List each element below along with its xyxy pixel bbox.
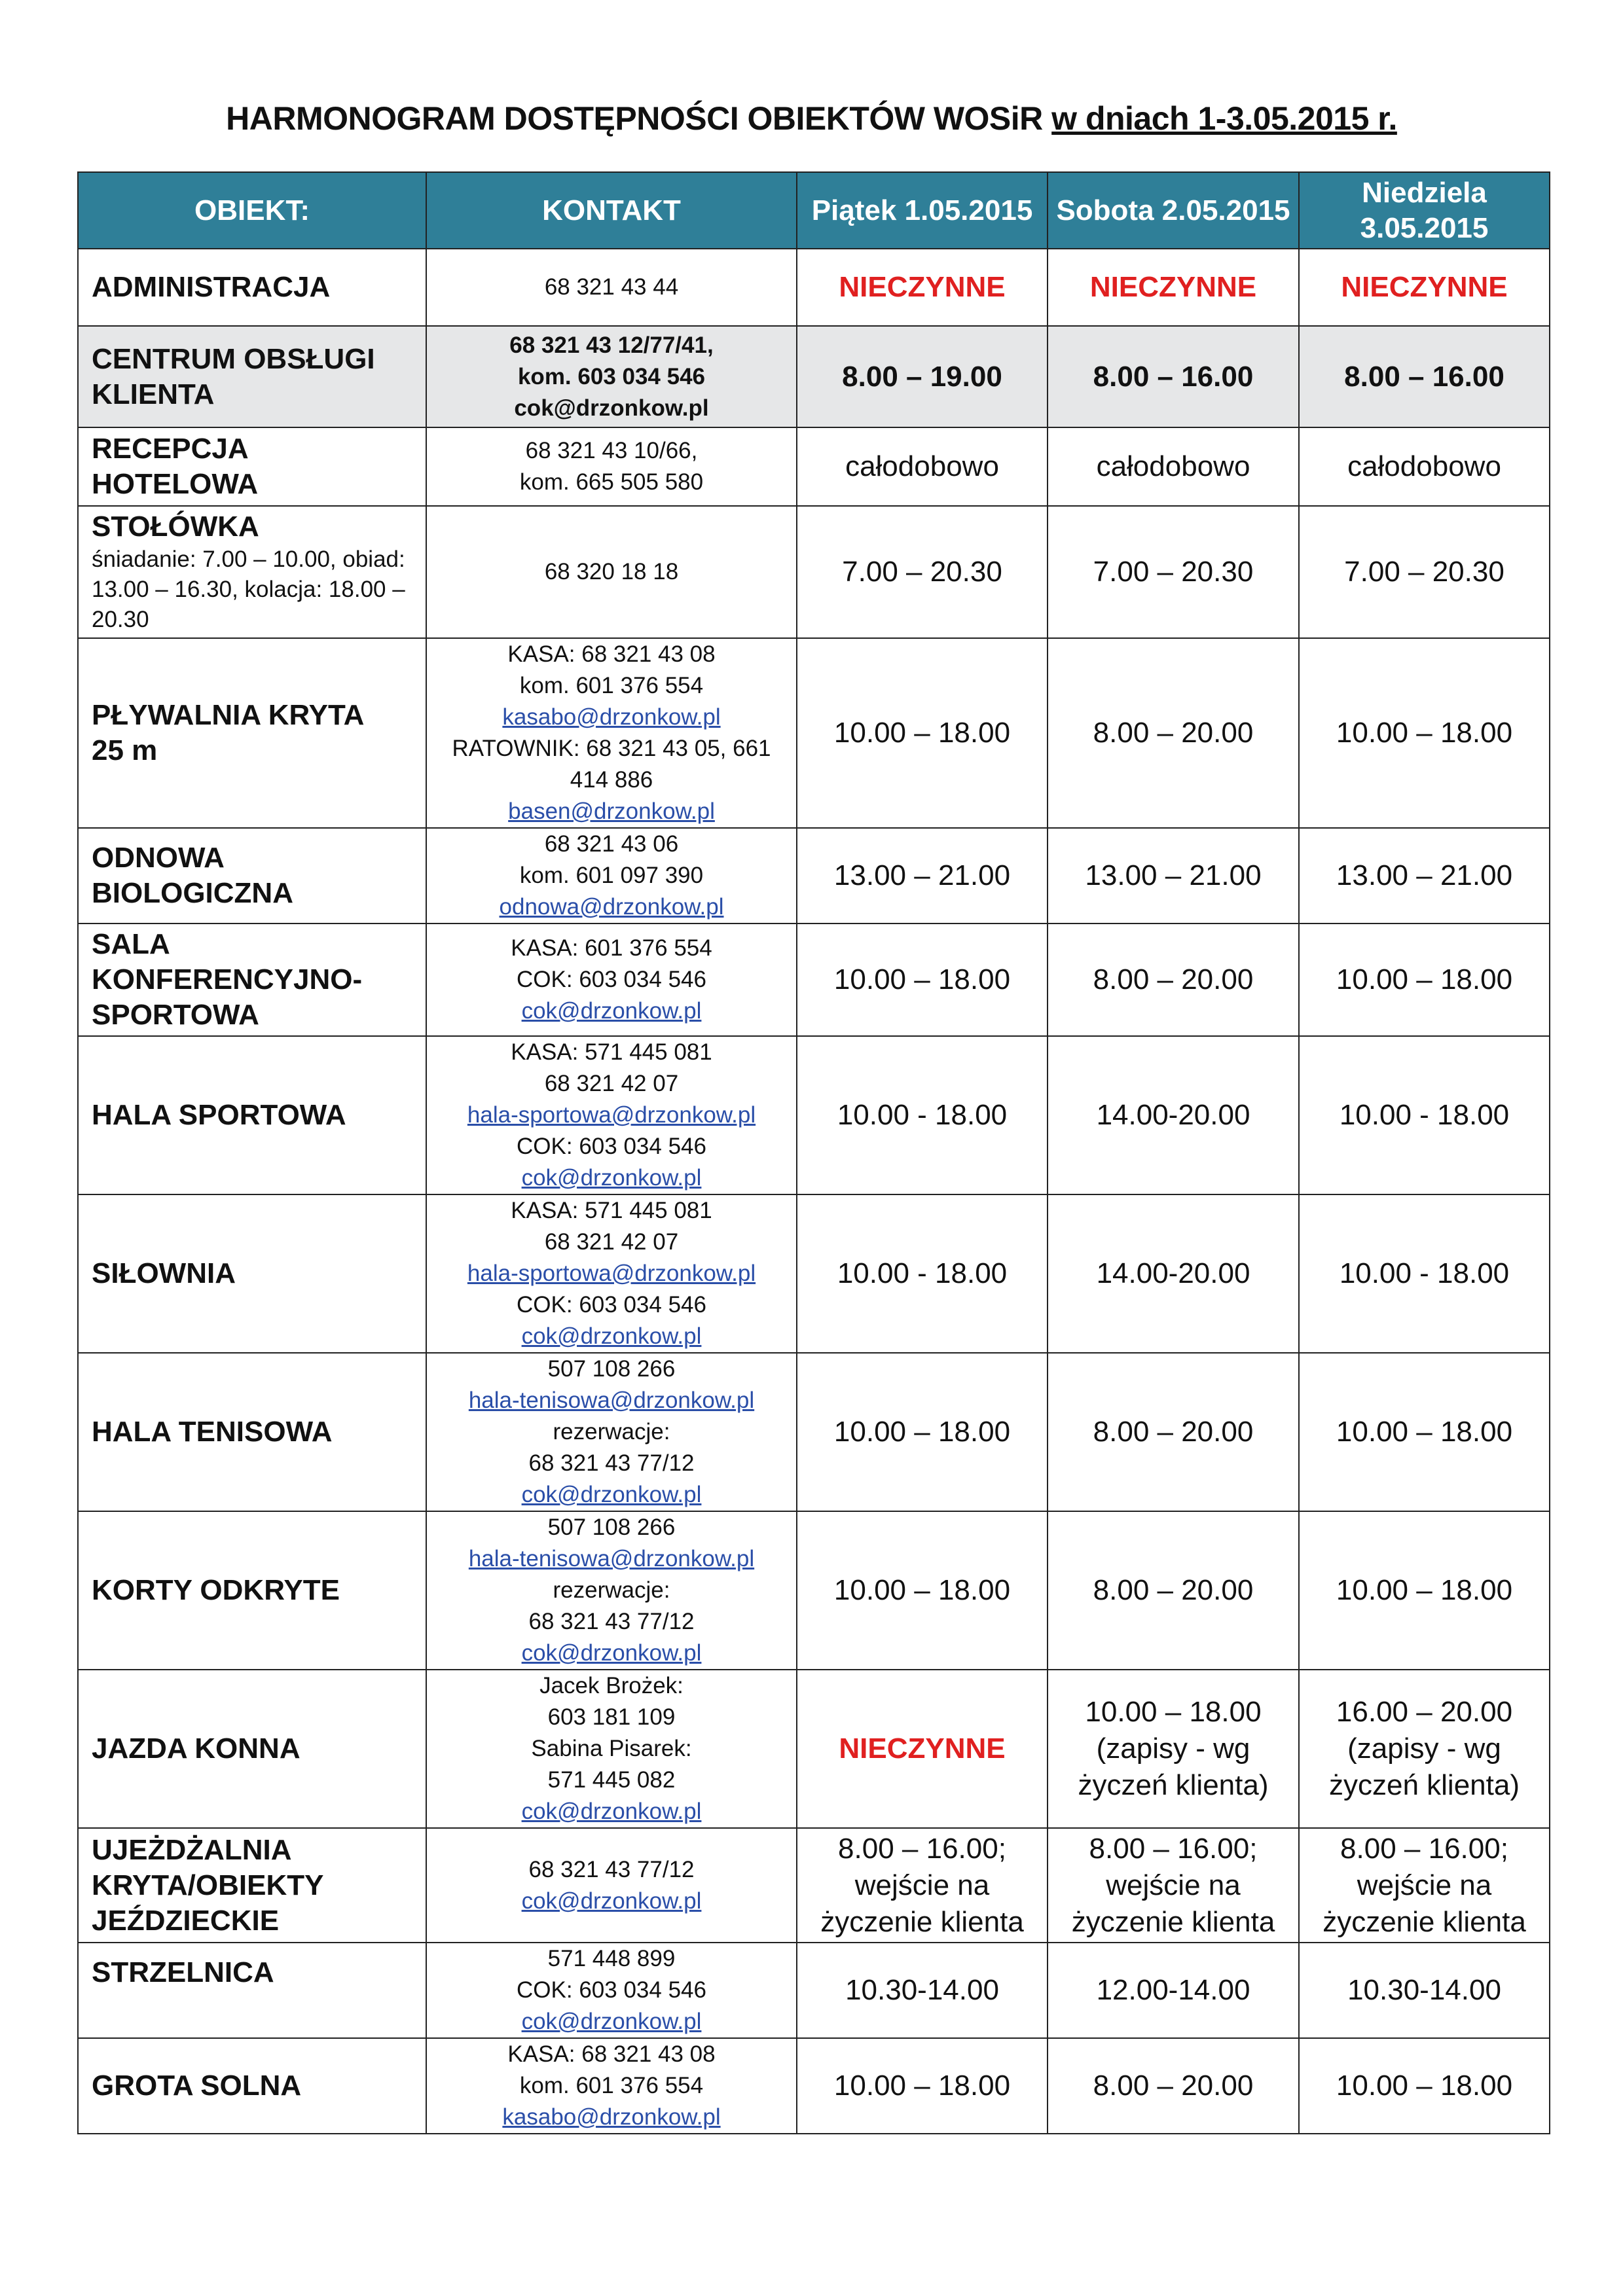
hours-day1: 10.00 – 18.00 (797, 638, 1048, 828)
hours-day3 (1299, 1670, 1550, 1828)
contact-phone: 68 321 42 07 (544, 1229, 679, 1255)
contact-cell (426, 1511, 797, 1670)
hours-day2: 13.00 – 21.00 (1048, 828, 1299, 924)
contact-phone: 68 321 43 44 (544, 274, 679, 300)
contact-email[interactable]: odnowa@drzonkow.pl (499, 894, 724, 920)
object-name: HALA TENISOWA (78, 1353, 426, 1511)
hours-day2: 8.00 – 20.00 (1048, 924, 1299, 1036)
header-day1: Piątek 1.05.2015 (797, 172, 1048, 249)
contact-mobile: kom. 665 505 580 (519, 469, 704, 495)
hours-day3: 10.00 - 18.00 (1299, 1194, 1550, 1353)
hours-line: życzeń klienta) (1078, 1769, 1269, 1801)
contact-cell (426, 2038, 797, 2134)
header-obiekt: OBIEKT: (78, 172, 426, 249)
hours-day1: 10.00 – 18.00 (797, 2038, 1048, 2134)
hours-day1: NIECZYNNE (797, 249, 1048, 326)
hours-line: wejście na (854, 1869, 990, 1901)
object-name: STRZELNICA (78, 1943, 426, 2038)
object-name: JAZDA KONNA (78, 1670, 426, 1828)
hours-day3: 10.00 – 18.00 (1299, 1353, 1550, 1511)
hours-day1: 7.00 – 20.30 (797, 506, 1048, 638)
contact-cok: COK: 603 034 546 (517, 1134, 706, 1159)
contact-cell (426, 326, 797, 427)
hours-line: życzenie klienta (820, 1905, 1024, 1938)
contact-cell (426, 506, 797, 638)
object-name: RECEPCJA HOTELOWA (78, 427, 426, 506)
contact-phone: KASA: 571 445 081 (511, 1198, 712, 1223)
object-name-line: JEŹDZIECKIE (92, 1904, 280, 1937)
contact-cok: COK: 603 034 546 (517, 1977, 706, 2003)
object-name-line: 25 m (92, 734, 158, 766)
hours-day1: 10.30-14.00 (797, 1943, 1048, 2038)
hours-line: 8.00 – 16.00; (1089, 1832, 1258, 1865)
hours-line: 16.00 – 20.00 (1336, 1696, 1513, 1728)
table-row (78, 326, 1550, 427)
contact-phone: 68 321 43 77/12 (528, 1450, 695, 1476)
contact-mobile: kom. 603 034 546 (517, 363, 706, 389)
contact-email[interactable]: hala-sportowa@drzonkow.pl (467, 1102, 756, 1128)
header-day3-line1: Niedziela (1362, 176, 1487, 209)
contact-mobile: kom. 601 376 554 (519, 2073, 704, 2098)
hours-day3: 10.00 – 18.00 (1299, 638, 1550, 828)
title-dates: w dniach 1-3.05.2015 r. (1051, 100, 1397, 137)
contact-phone: 68 321 43 06 (544, 831, 679, 857)
contact-phone: 68 321 43 77/12 (528, 1856, 695, 1882)
object-name-line: KRYTA/OBIEKTY (92, 1869, 324, 1901)
contact-phone: 603 181 109 (547, 1704, 676, 1730)
contact-phone: 68 320 18 18 (544, 559, 679, 584)
hours-line: (zapisy - wg (1347, 1732, 1501, 1765)
hours-day3: 10.00 – 18.00 (1299, 1511, 1550, 1670)
object-name-line: STOŁÓWKA (92, 511, 259, 543)
hours-day3: 10.00 – 18.00 (1299, 2038, 1550, 2134)
table-row (78, 1036, 1550, 1194)
table-row (78, 1511, 1550, 1670)
object-name: SIŁOWNIA (78, 1194, 426, 1353)
contact-email[interactable]: cok@drzonkow.pl (521, 2009, 702, 2034)
hours-day1: 8.00 – 19.00 (797, 326, 1048, 427)
object-name-line: KONFERENCYJNO- (92, 963, 363, 996)
contact-phone: 571 445 082 (547, 1767, 676, 1793)
table-row (78, 638, 1550, 828)
hours-day1: NIECZYNNE (797, 1670, 1048, 1828)
object-name (78, 506, 426, 638)
title-main: HARMONOGRAM DOSTĘPNOŚCI OBIEKTÓW WOSiR (226, 100, 1052, 137)
hours-line: wejście na (1106, 1869, 1241, 1901)
contact-phone: KASA: 571 445 081 (511, 1039, 712, 1065)
hours-day2: całodobowo (1048, 427, 1299, 506)
hours-day3: 13.00 – 21.00 (1299, 828, 1550, 924)
contact-cell (426, 924, 797, 1036)
object-name: ADMINISTRACJA (78, 249, 426, 326)
contact-phone: 68 321 43 12/77/41, (509, 332, 714, 358)
object-name-line: KLIENTA (92, 378, 215, 410)
contact-phone: KASA: 68 321 43 08 (507, 641, 716, 667)
contact-mobile: kom. 601 097 390 (519, 863, 704, 888)
object-name-line: CENTRUM OBSŁUGI (92, 342, 375, 375)
contact-email[interactable]: hala-tenisowa@drzonkow.pl (468, 1388, 755, 1413)
hours-line: życzeń klienta) (1328, 1769, 1520, 1801)
schedule-table (77, 171, 1550, 2134)
contact-phone: 68 321 43 10/66, (525, 438, 698, 463)
object-name-line: UJEŻDŻALNIA (92, 1833, 292, 1866)
header-kontakt: KONTAKT (426, 172, 797, 249)
hours-line: wejście na (1357, 1869, 1492, 1901)
contact-phone: 507 108 266 (547, 1515, 676, 1540)
hours-day2: 14.00-20.00 (1048, 1194, 1299, 1353)
hours-day1: całodobowo (797, 427, 1048, 506)
header-day3 (1299, 172, 1550, 249)
contact-email[interactable]: basen@drzonkow.pl (508, 798, 715, 824)
contact-cell (426, 638, 797, 828)
object-name: KORTY ODKRYTE (78, 1511, 426, 1670)
contact-lifeguard: RATOWNIK: 68 321 43 05, 661 414 886 (452, 736, 771, 793)
contact-cell (426, 1943, 797, 2038)
hours-day3: 7.00 – 20.30 (1299, 506, 1550, 638)
contact-email[interactable]: kasabo@drzonkow.pl (502, 2104, 721, 2130)
contact-phone: KASA: 601 376 554 (511, 935, 712, 961)
hours-day2: 8.00 – 20.00 (1048, 1353, 1299, 1511)
contact-email[interactable]: cok@drzonkow.pl (521, 1888, 702, 1914)
header-day2: Sobota 2.05.2015 (1048, 172, 1299, 249)
contact-mobile: kom. 601 376 554 (519, 673, 704, 698)
object-name-line: SPORTOWA (92, 999, 259, 1031)
header-day3-line2: 3.05.2015 (1360, 211, 1489, 244)
hours-day2: 8.00 – 20.00 (1048, 638, 1299, 828)
contact-cok: COK: 603 034 546 (517, 1292, 706, 1318)
hours-line: życzenie klienta (1071, 1905, 1275, 1938)
contact-reservation-label: rezerwacje: (553, 1577, 670, 1603)
table-row (78, 427, 1550, 506)
contact-phone: 571 448 899 (547, 1946, 676, 1971)
table-row (78, 1194, 1550, 1353)
hours-day3: 10.30-14.00 (1299, 1943, 1550, 2038)
contact-cok: COK: 603 034 546 (517, 967, 706, 992)
hours-day1 (797, 1828, 1048, 1943)
table-row (78, 2038, 1550, 2134)
hours-day2: NIECZYNNE (1048, 249, 1299, 326)
contact-cell (426, 427, 797, 506)
hours-line: życzenie klienta (1322, 1905, 1526, 1938)
contact-cell (426, 1353, 797, 1511)
contact-email[interactable]: cok@drzonkow.pl (521, 1640, 702, 1666)
object-name-line: BIOLOGICZNA (92, 877, 293, 909)
hours-line: 8.00 – 16.00; (1340, 1832, 1508, 1865)
header-row (78, 172, 1550, 249)
contact-phone: 68 321 43 77/12 (528, 1609, 695, 1634)
object-name-line: SALA (92, 928, 170, 960)
contact-email[interactable]: cok@drzonkow.pl (521, 1482, 702, 1507)
hours-day2 (1048, 1670, 1299, 1828)
object-name (78, 924, 426, 1036)
hours-day2: 8.00 – 20.00 (1048, 2038, 1299, 2134)
hours-day1: 10.00 – 18.00 (797, 1353, 1048, 1511)
contact-cell (426, 828, 797, 924)
contact-email[interactable]: cok@drzonkow.pl (514, 395, 709, 421)
object-name: HALA SPORTOWA (78, 1036, 426, 1194)
hours-day3 (1299, 1828, 1550, 1943)
hours-day1: 10.00 – 18.00 (797, 1511, 1048, 1670)
contact-reservation-label: rezerwacje: (553, 1419, 670, 1444)
hours-day3: NIECZYNNE (1299, 249, 1550, 326)
object-name (78, 638, 426, 828)
hours-line: 8.00 – 16.00; (838, 1832, 1006, 1865)
table-row (78, 924, 1550, 1036)
hours-day1: 10.00 - 18.00 (797, 1194, 1048, 1353)
hours-day2: 12.00-14.00 (1048, 1943, 1299, 2038)
table-row (78, 249, 1550, 326)
hours-day3: 10.00 - 18.00 (1299, 1036, 1550, 1194)
page-title (0, 99, 1623, 137)
hours-day2: 7.00 – 20.30 (1048, 506, 1299, 638)
contact-cell (426, 249, 797, 326)
hours-day1: 10.00 - 18.00 (797, 1036, 1048, 1194)
table-row (78, 1943, 1550, 2038)
hours-day3: 8.00 – 16.00 (1299, 326, 1550, 427)
contact-email[interactable]: cok@drzonkow.pl (521, 1799, 702, 1824)
hours-day3: całodobowo (1299, 427, 1550, 506)
table-row (78, 506, 1550, 638)
contact-person: Sabina Pisarek: (531, 1736, 692, 1761)
contact-email[interactable]: cok@drzonkow.pl (521, 1165, 702, 1191)
object-name-line: PŁYWALNIA KRYTA (92, 699, 365, 731)
contact-phone: KASA: 68 321 43 08 (507, 2041, 716, 2067)
meal-times: śniadanie: 7.00 – 10.00, obiad: 13.00 – 16.30, kolacja: 18.00 – 20.30 (92, 547, 405, 632)
object-name (78, 828, 426, 924)
contact-cell (426, 1670, 797, 1828)
contact-cell (426, 1194, 797, 1353)
hours-day2: 14.00-20.00 (1048, 1036, 1299, 1194)
table-row (78, 1828, 1550, 1943)
contact-email[interactable]: hala-sportowa@drzonkow.pl (467, 1261, 756, 1286)
contact-email[interactable]: cok@drzonkow.pl (521, 1323, 702, 1349)
hours-day2: 8.00 – 16.00 (1048, 326, 1299, 427)
hours-day2 (1048, 1828, 1299, 1943)
object-name: GROTA SOLNA (78, 2038, 426, 2134)
contact-cell (426, 1828, 797, 1943)
object-name-line: ODNOWA (92, 842, 225, 874)
contact-email[interactable]: cok@drzonkow.pl (521, 998, 702, 1024)
contact-email[interactable]: kasabo@drzonkow.pl (502, 704, 721, 730)
contact-phone: 68 321 42 07 (544, 1071, 679, 1096)
object-name (78, 326, 426, 427)
hours-day3: 10.00 – 18.00 (1299, 924, 1550, 1036)
contact-email[interactable]: hala-tenisowa@drzonkow.pl (468, 1546, 755, 1571)
contact-cell (426, 1036, 797, 1194)
table-row (78, 1353, 1550, 1511)
hours-line: (zapisy - wg (1096, 1732, 1250, 1765)
hours-line: 10.00 – 18.00 (1085, 1696, 1262, 1728)
contact-phone: 507 108 266 (547, 1356, 676, 1382)
table-row (78, 1670, 1550, 1828)
object-name (78, 1828, 426, 1943)
hours-day1: 13.00 – 21.00 (797, 828, 1048, 924)
hours-day1: 10.00 – 18.00 (797, 924, 1048, 1036)
hours-day2: 8.00 – 20.00 (1048, 1511, 1299, 1670)
table-row (78, 828, 1550, 924)
contact-person: Jacek Brożek: (539, 1673, 684, 1698)
